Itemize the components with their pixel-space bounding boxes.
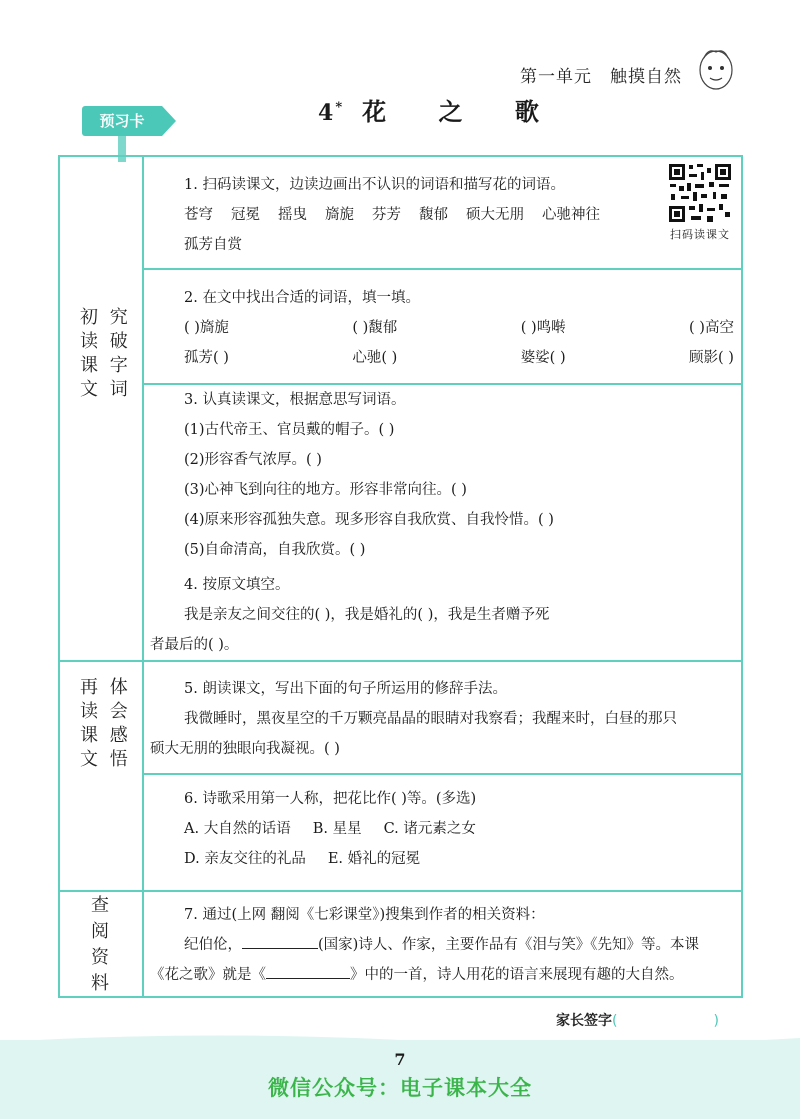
tag-label: 预习卡 [82, 106, 162, 136]
section-label-3 [60, 895, 144, 994]
q6-option[interactable]: D. 亲友交往的礼品 [184, 851, 306, 867]
question-1 [184, 170, 654, 260]
q2-blank-item[interactable]: 孤芳( ) [184, 350, 229, 366]
divider-q5 [144, 773, 743, 775]
q1-word: 芬芳 [372, 207, 401, 223]
q5-line-1: 我微睡时，黑夜星空的千万颗亮晶晶的眼睛对我察看；我醒来时，白昼的那只 [184, 711, 677, 727]
q3-title: 3. 认真读课文，根据意思写词语。 [184, 392, 406, 408]
q2-blank-item[interactable]: ( )鸣啭 [520, 320, 566, 336]
lesson-number: 4 [318, 100, 336, 126]
q7-text: (国家)诗人、作家，主要作品有《泪与笑》《先知》等。本课 [318, 937, 700, 953]
section-label-2 [60, 677, 144, 877]
preview-card-tag [82, 106, 178, 136]
section-label-1b: 究破字词 [106, 307, 128, 403]
q6-option[interactable]: C. 诸元素之女 [383, 821, 476, 837]
lesson-name: 花 之 歌 [362, 97, 561, 126]
q6-option[interactable]: B. 星星 [312, 821, 362, 837]
q1-word: 苍穹 [184, 207, 213, 223]
q1-word: 冠冕 [231, 207, 260, 223]
q7-text: 》中的一首，诗人用花的语言来展现有趣的大自然。 [350, 967, 684, 983]
q4-title: 4. 按原文填空。 [184, 577, 290, 593]
q7-title: 7. 通过(上网 翻阅《七彩课堂》)搜集到作者的相关资料： [184, 907, 545, 923]
q1-title: 1. 扫码读课文，边读边画出不认识的词语和描写花的词语。 [184, 177, 565, 193]
q1-word-list [184, 200, 654, 260]
watermark-text: 微信公众号：电子课本大全 [268, 1076, 532, 1100]
q3-item[interactable]: (5)自命清高，自我欣赏。( ) [184, 542, 366, 558]
q1-word: 硕大无朋 [466, 207, 524, 223]
question-3 [184, 385, 734, 565]
q7-text: 纪伯伦， [184, 937, 242, 953]
section-label-1a: 初读课文 [77, 307, 98, 403]
question-6 [184, 784, 734, 874]
divider-section2 [60, 890, 743, 892]
q3-item[interactable]: (3)心神飞到向往的地方。形容非常向往。( ) [184, 482, 467, 498]
qr-code-icon [667, 162, 733, 224]
q1-word: 孤芳自赏 [184, 237, 242, 253]
q2-blank-item[interactable]: ( )馥郁 [352, 320, 398, 336]
divider-q1 [144, 268, 743, 270]
signature-open: ( [612, 1013, 618, 1029]
q3-item[interactable]: (1)古代帝王、官员戴的帽子。( ) [184, 422, 395, 438]
q1-word: 心驰神往 [542, 207, 600, 223]
qr-caption: 扫码读课文 [670, 228, 730, 241]
q2-blank-item[interactable]: 心驰( ) [352, 350, 398, 366]
q5-line-2[interactable]: 硕大无朋的独眼向我凝视。( ) [150, 741, 340, 757]
lesson-star: * [335, 100, 345, 115]
q4-line-2[interactable]: 者最后的( )。 [150, 637, 239, 653]
page-number: 7 [394, 1050, 406, 1069]
q2-blank-item[interactable]: ( )旖旎 [184, 320, 229, 336]
question-2 [184, 283, 734, 373]
q7-blank-book[interactable] [266, 961, 350, 979]
tag-arrow [162, 106, 176, 136]
mascot-icon [696, 46, 736, 92]
signature-label: 家长签字 [556, 1013, 612, 1029]
q7-blank-country[interactable] [242, 931, 318, 949]
q3-item[interactable]: (2)形容香气浓厚。( ) [184, 452, 322, 468]
q1-word: 馥郁 [419, 207, 448, 223]
q2-blank-item[interactable]: 婆娑( ) [520, 350, 566, 366]
section-label-2b: 体会感悟 [106, 677, 128, 773]
q5-title: 5. 朗读课文，写出下面的句子所运用的修辞手法。 [184, 681, 507, 697]
unit-header [520, 62, 682, 87]
parent-signature[interactable] [556, 1010, 719, 1030]
q6-title[interactable]: 6. 诗歌采用第一人称，把花比作( )等。(多选) [184, 791, 477, 807]
divider-section1 [60, 660, 743, 662]
q7-text: 《花之歌》就是《 [150, 967, 266, 983]
q2-blank-item[interactable]: 顾影( ) [689, 350, 734, 366]
q2-row-1 [184, 313, 734, 343]
q2-title: 2. 在文中找出合适的词语，填一填。 [184, 290, 420, 306]
question-7 [150, 900, 734, 990]
lesson-title [318, 92, 561, 127]
unit-label: 第一单元 [520, 67, 592, 87]
q2-row-2 [184, 343, 734, 373]
q4-line-1[interactable]: 我是亲友之间交往的( )，我是婚礼的( )，我是生者赠予死 [184, 607, 550, 623]
q2-blank-item[interactable]: ( )高空 [689, 320, 734, 336]
unit-theme: 触摸自然 [610, 67, 682, 87]
q6-options-row-1 [184, 814, 734, 844]
q6-option[interactable]: A. 大自然的话语 [184, 821, 291, 837]
q1-word: 摇曳 [278, 207, 307, 223]
q7-line-2 [150, 960, 734, 990]
q6-options-row-2 [184, 844, 734, 874]
signature-close: ) [713, 1013, 719, 1029]
section-label-1 [60, 307, 144, 507]
q3-item[interactable]: (4)原来形容孤独失意。现多形容自我欣赏、自我怜惜。( ) [184, 512, 554, 528]
footer-wave [0, 1028, 800, 1052]
section-label-2a: 再读课文 [77, 677, 98, 773]
q6-option[interactable]: E. 婚礼的冠冕 [327, 851, 421, 867]
question-5 [150, 674, 734, 764]
qr-code[interactable] [663, 162, 737, 242]
question-4 [150, 570, 734, 660]
q1-word: 旖旎 [325, 207, 354, 223]
q7-line-1 [184, 930, 734, 960]
section-label-3-text: 查阅资料 [91, 895, 113, 994]
